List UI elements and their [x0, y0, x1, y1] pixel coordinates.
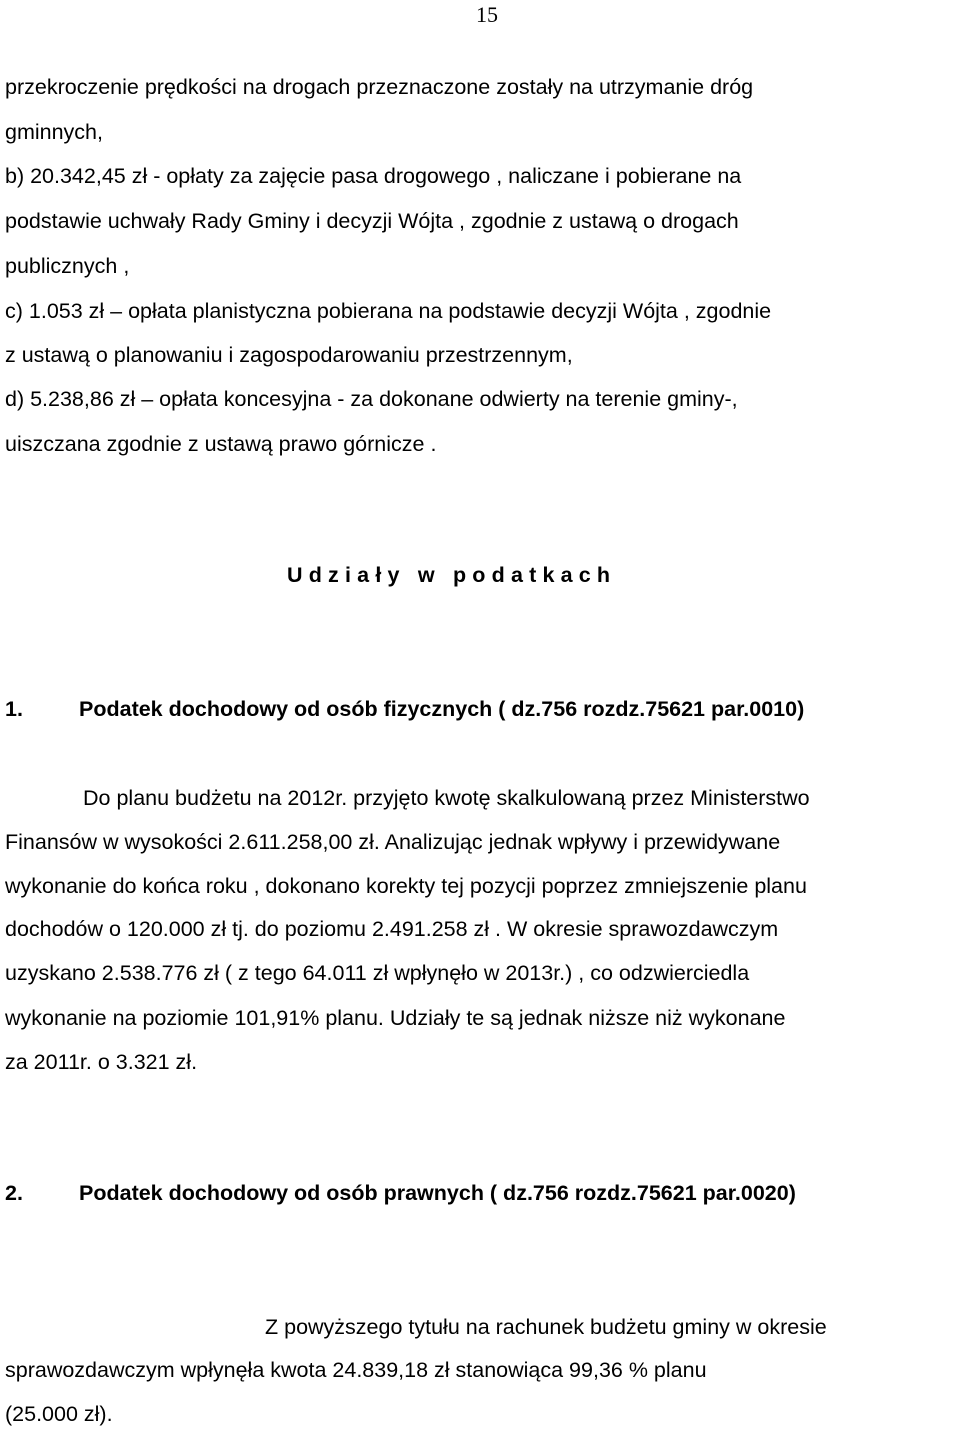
text-line: gminnych, — [5, 120, 103, 144]
text-line: z ustawą o planowaniu i zagospodarowaniu przestrzennym, — [5, 343, 573, 367]
section-number: 2. — [5, 1181, 23, 1205]
page-number: 15 — [476, 2, 498, 27]
section-number: 1. — [5, 697, 23, 721]
text-line: za 2011r. o 3.321 zł. — [5, 1050, 198, 1074]
text-line: d) 5.238,86 zł – opłata koncesyjna - za dokonane odwierty na terenie gminy-, — [5, 387, 738, 411]
text-line: uzyskano 2.538.776 zł ( z tego 64.011 zł wpłynęło w 2013r.) , co odzwierciedla — [5, 961, 750, 985]
text-line: b) 20.342,45 zł - opłaty za zajęcie pasa drogowego , naliczane i pobierane na — [5, 164, 742, 188]
text-line: publicznych , — [5, 254, 130, 278]
text-line: sprawozdawczym wpłynęła kwota 24.839,18 zł stanowiąca 99,36 % planu — [5, 1358, 707, 1382]
text-line: Z powyższego tytułu na rachunek budżetu gminy w okresie — [265, 1315, 827, 1339]
text-line: wykonanie na poziomie 101,91% planu. Udziały te są jednak niższe niż wykonane — [5, 1006, 786, 1030]
section-1-title — [5, 697, 804, 722]
text-line: c) 1.053 zł – opłata planistyczna pobierana na podstawie decyzji Wójta , zgodnie — [5, 299, 772, 323]
section-heading: Udziały w podatkach — [287, 563, 617, 587]
text-line: wykonanie do końca roku , dokonano korekty tej pozycji poprzez zmniejszenie planu — [5, 874, 807, 898]
text-line: dochodów o 120.000 zł tj. do poziomu 2.491.258 zł . W okresie sprawozdawczym — [5, 917, 779, 941]
section-title-text: Podatek dochodowy od osób fizycznych ( dz.756 rozdz.75621 par.0010) — [79, 697, 805, 721]
section-2-title — [5, 1181, 796, 1206]
text-line: Finansów w wysokości 2.611.258,00 zł. Analizując jednak wpływy i przewidywane — [5, 830, 781, 854]
text-line: (25.000 zł). — [5, 1402, 113, 1426]
text-line: uiszczana zgodnie z ustawą prawo górnicze . — [5, 432, 437, 456]
text-line: Do planu budżetu na 2012r. przyjęto kwotę skalkulowaną przez Ministerstwo — [83, 786, 810, 810]
text-line: podstawie uchwały Rady Gminy i decyzji Wójta , zgodnie z ustawą o drogach — [5, 209, 739, 233]
section-title-text: Podatek dochodowy od osób prawnych ( dz.756 rozdz.75621 par.0020) — [79, 1181, 796, 1205]
text-line: przekroczenie prędkości na drogach przeznaczone zostały na utrzymanie dróg — [5, 75, 754, 99]
